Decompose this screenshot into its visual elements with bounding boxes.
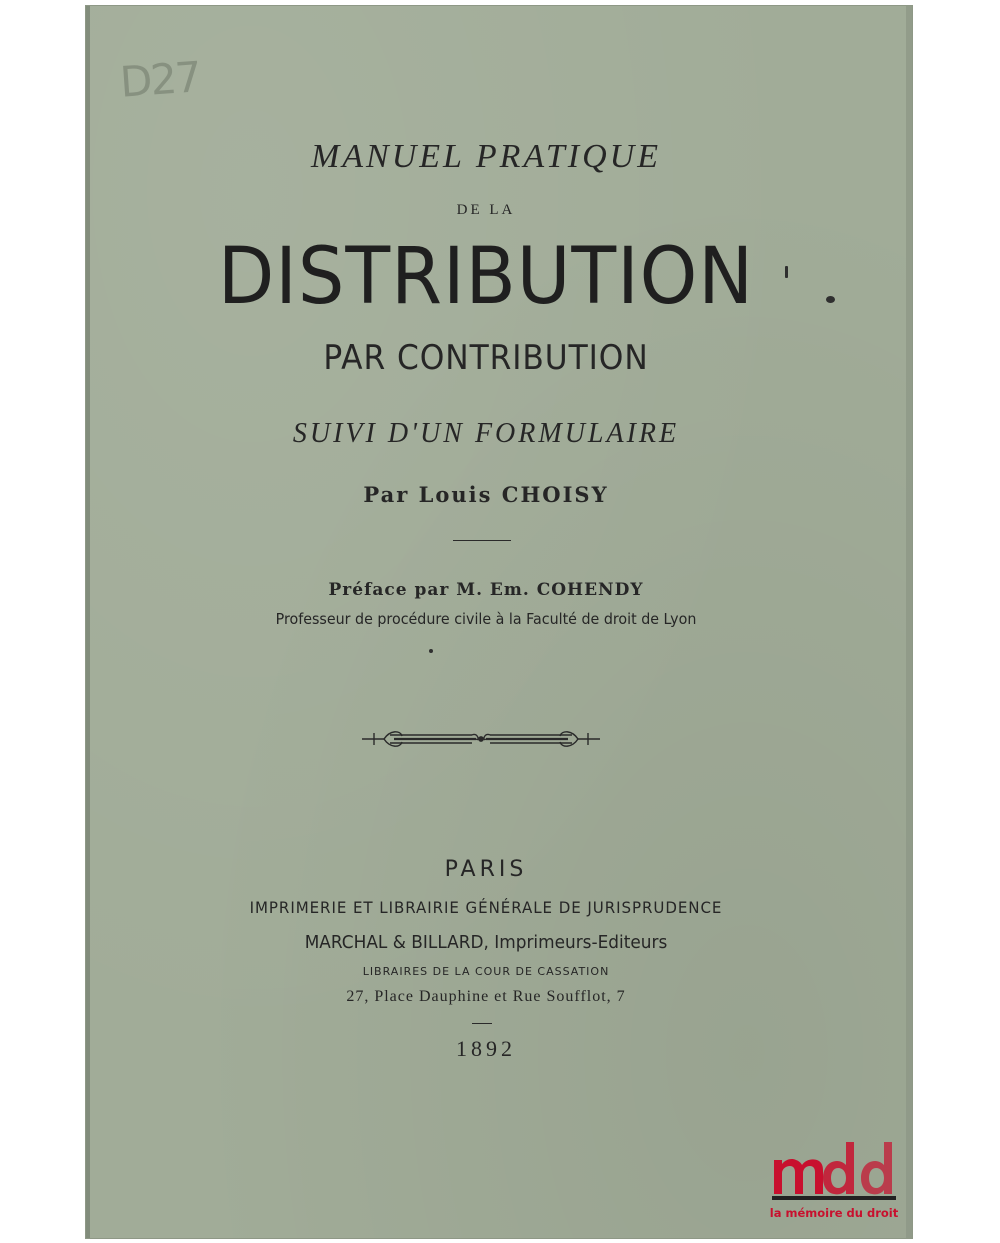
preface-line: Préface par M. Em. COHENDY [328,580,644,600]
ink-speck [826,296,835,303]
preface-role: Professeur de procédure civile à la Faculté de droit de Lyon [275,610,697,628]
mdd-logo-mark-icon [772,1138,896,1196]
year-rule [472,1023,492,1024]
mdd-logo [768,1138,900,1228]
ink-speck [785,266,788,278]
cover-right-edge [906,6,912,1238]
mdd-logo-tagline: la mémoire du droit [769,1206,899,1220]
title-par-contribution: PAR CONTRIBUTION [323,338,649,378]
publication-year: 1892 [456,1036,516,1061]
title-manuel-pratique: MANUEL PRATIQUE [310,138,662,175]
publisher-line-2: MARCHAL & BILLARD, Imprimeurs-Editeurs [304,932,668,953]
ornament-flourish-icon [360,724,602,754]
pencil-shelf-mark: D27 [118,52,202,107]
mdd-logo-bar [772,1196,896,1200]
title-de-la: DE LA [456,202,516,218]
publisher-line-3: LIBRAIRES DE LA COUR DE CASSATION [362,965,610,978]
subtitle-formulaire: SUIVI D'UN FORMULAIRE [292,418,680,449]
divider-rule [453,540,511,541]
author-line: Par Louis CHOISY [363,482,609,507]
publisher-line-1: IMPRIMERIE ET LIBRAIRIE GÉNÉRALE DE JURISPRUDENCE [249,898,723,917]
ink-speck [429,649,433,653]
publisher-city: PARIS [444,857,528,882]
title-distribution: DISTRIBUTION [217,232,755,322]
publisher-address: 27, Place Dauphine et Rue Soufflot, 7 [346,988,626,1005]
